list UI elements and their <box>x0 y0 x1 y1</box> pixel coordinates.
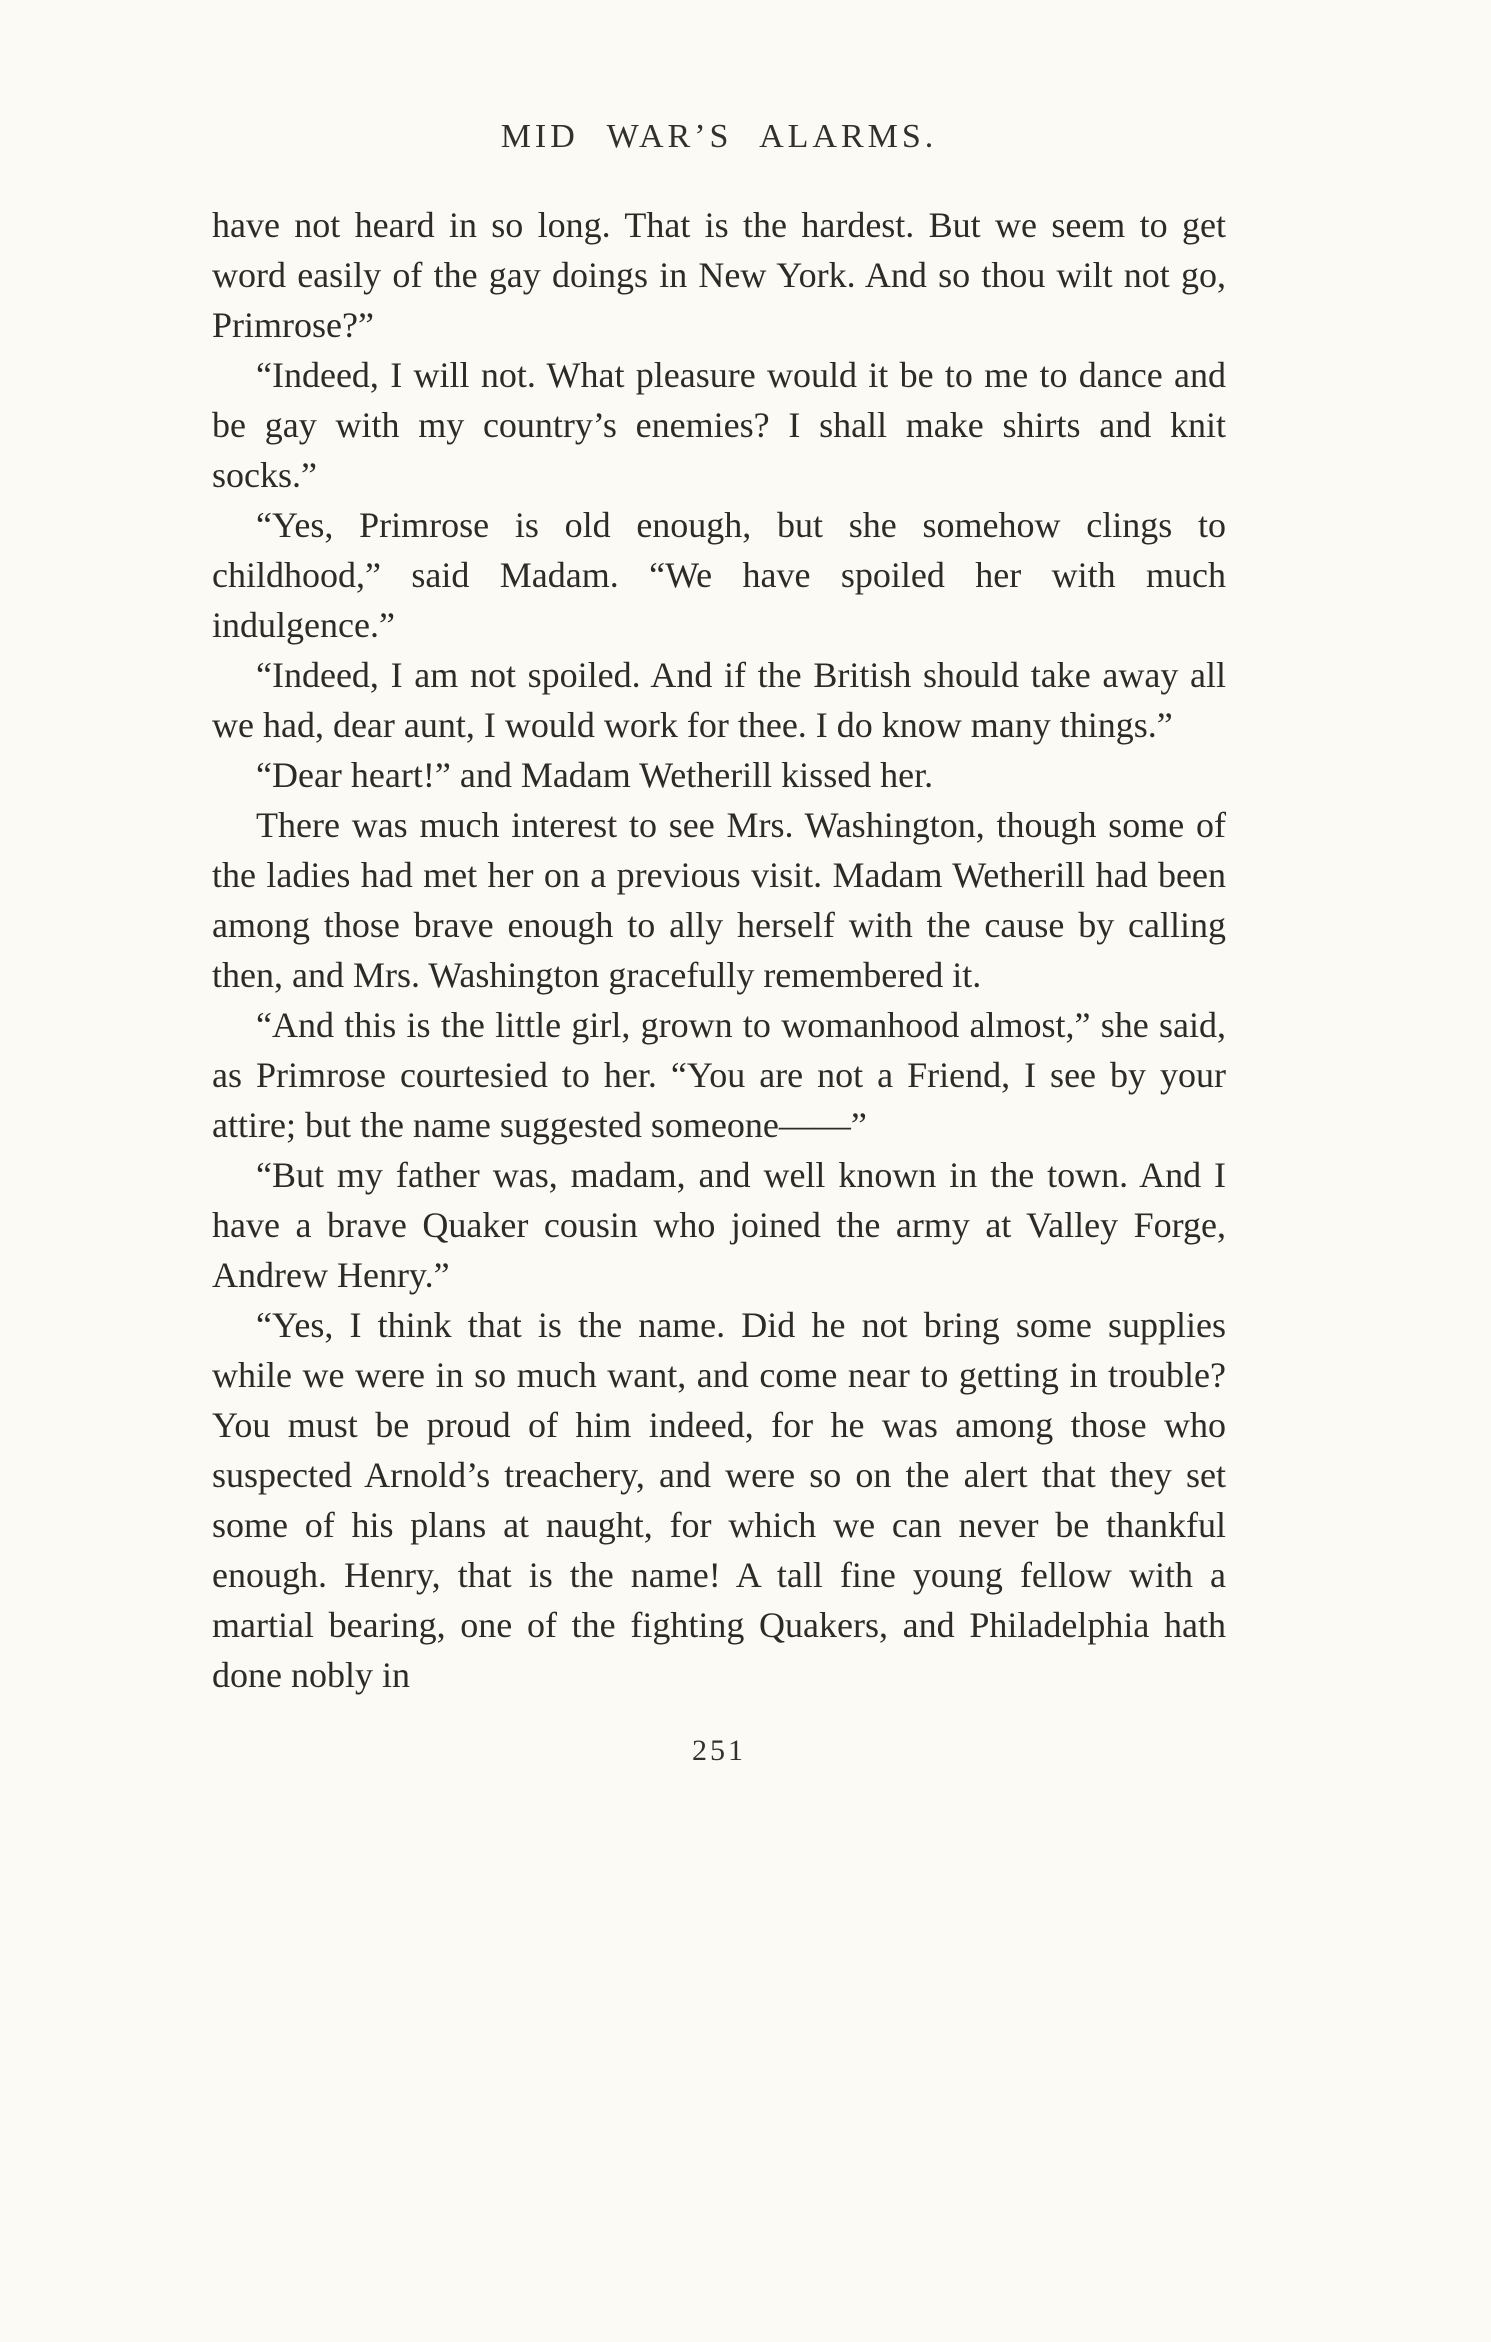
paragraph: “Indeed, I am not spoiled. And if the British should take away all we had, dear aunt, I would work for thee. I do know many things.” <box>212 655 1226 745</box>
paragraph: “Indeed, I will not. What pleasure would it be to me to dance and be gay with my country’s enemies? I shall make shirts and knit socks.” <box>212 355 1226 495</box>
body-text <box>212 200 1226 1700</box>
paragraph: “And this is the little girl, grown to womanhood almost,” she said, as Primrose courtesied to her. “You are not a Friend, I see by your attire; but the name suggested someone——” <box>212 1005 1226 1145</box>
paragraph: “Yes, Primrose is old enough, but she somehow clings to childhood,” said Madam. “We have spoiled her with much indulgence.” <box>212 505 1226 645</box>
running-header: MID WAR’S ALARMS. <box>500 118 938 155</box>
paragraph: “But my father was, madam, and well known in the town. And I have a brave Quaker cousin who joined the army at Valley Forge, Andrew Henry.” <box>212 1155 1226 1295</box>
page-number: 251 <box>692 1734 746 1767</box>
text-block <box>212 118 1226 1768</box>
paragraph: “Dear heart!” and Madam Wetherill kissed her. <box>256 755 934 795</box>
paragraph: There was much interest to see Mrs. Washington, though some of the ladies had met her on a previous visit. Madam Wetherill had been among those brave enough to ally herself with the cause by calling then, and Mrs. Washington gracefully remembered it. <box>212 805 1226 995</box>
paragraph: have not heard in so long. That is the hardest. But we seem to get word easily of the gay doings in New York. And so thou wilt not go, Primrose?” <box>212 205 1226 345</box>
paragraph: “Yes, I think that is the name. Did he not bring some supplies while we were in so much want, and come near to getting in trouble? You must be proud of him indeed, for he was among those who suspected Arnold’s treachery, and were so on the alert that they set some of his plans at naught, for which we can never be thankful enough. Henry, that is the name! A tall fine young fellow with a martial bearing, one of the fighting Quakers, and Philadelphia hath done nobly in <box>212 1305 1226 1695</box>
